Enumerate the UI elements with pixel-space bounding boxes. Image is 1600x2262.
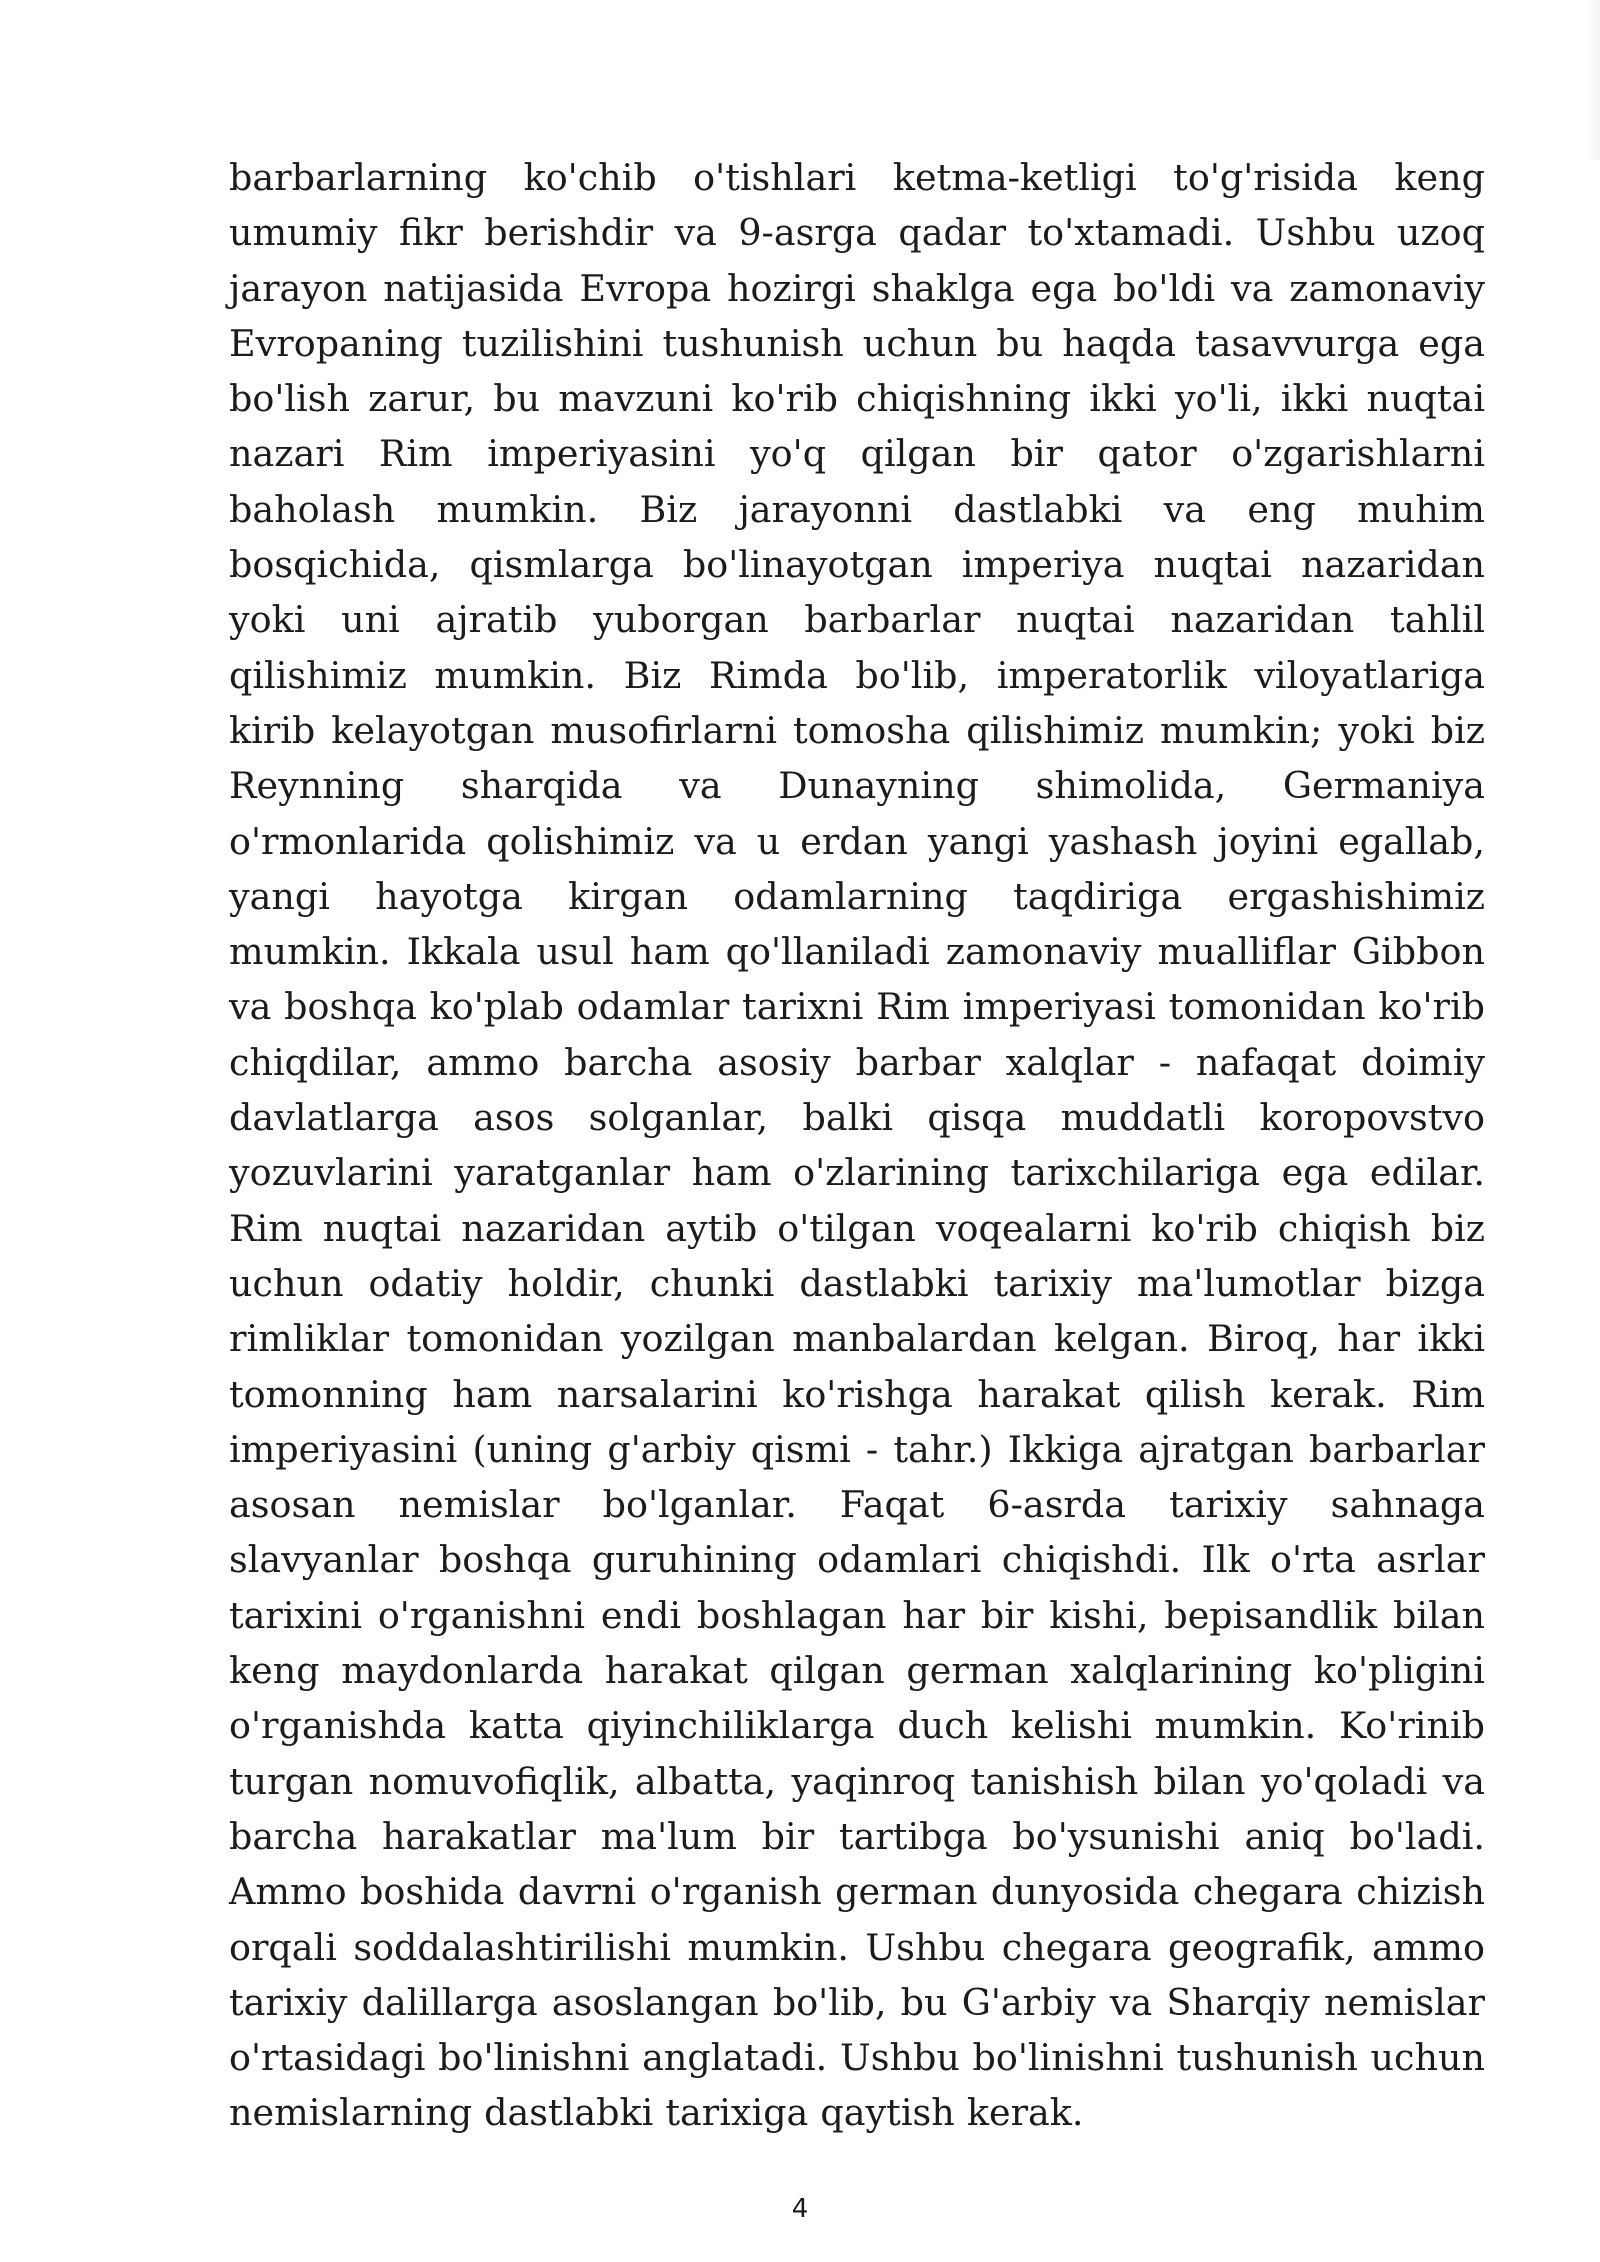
body-paragraph: barbarlarning ko'chib o'tishlari ketma-ketligi to'g'risida keng umumiy fikr berishdir va 9-asrga qadar to'xtamadi. Ushbu uzoq jarayon natijasida Evropa hozirgi shaklga ega bo'ldi va zamonaviy Evropaning tuzilishini tushunish uchun bu haqda tasavvurga ega bo'lish zarur, bu mavzuni ko'rib chiqishning ikki yo'li, ikki nuqtai nazari Rim imperiyasini yo'q qilgan bir qator o'zgarishlarni baholash mumkin. Biz jarayonni dastlabki va eng muhim bosqichida, qismlarga bo'linayotgan imperiya nuqtai nazaridan yoki uni ajratib yuborgan barbarlar nuqtai nazaridan tahlil qilishimiz mumkin. Biz Rimda bo'lib, imperatorlik viloyatlariga kirib kelayotgan musofirlarni tomosha qilishimiz mumkin; yoki biz Reynning sharqida va Dunayning shimolida, Germaniya o'rmonlarida qolishimiz va u erdan yangi yashash joyini egallab, yangi hayotga kirgan odamlarning taqdiriga ergashishimiz mumkin. Ikkala usul ham qo'llaniladi zamonaviy mualliflar Gibbon va boshqa ko'plab odamlar tarixni Rim imperiyasi tomonidan ko'rib chiqdilar, ammo barcha asosiy barbar xalqlar - nafaqat doimiy davlatlarga asos solganlar, balki qisqa muddatli koropovstvo yozuvlarini yaratganlar ham o'zlarining tarixchilariga ega edilar. Rim nuqtai nazaridan aytib o'tilgan voqealarni ko'rib chiqish biz uchun odatiy holdir, chunki dastlabki tarixiy ma'lumotlar bizga rimliklar tomonidan yozilgan manbalardan kelgan. Biroq, har ikki tomonning ham narsalarini ko'rishga harakat qilish kerak. Rim imperiyasini (uning g'arbiy qismi - tahr.) Ikkiga ajratgan barbarlar asosan nemislar bo'lganlar. Faqat 6-asrda tarixiy sahnaga slavyanlar boshqa guruhining odamlari chiqishdi. Ilk o'rta asrlar tarixini o'rganishni endi boshlagan har bir kishi, bepisandlik bilan keng maydonlarda harakat qilgan german xalqlarining ko'pligini o'rganishda katta qiyinchiliklarga duch kelishi mumkin. Ko'rinib turgan nomuvofiqlik, albatta, yaqinroq tanishish bilan yo'qoladi va barcha harakatlar ma'lum bir tartibga bo'ysunishi aniq bo'ladi. Ammo boshida davrni o'rganish german dunyosida chegara chizish orqali soddalashtirilishi mumkin. Ushbu chegara geografik, ammo tarixiy dalillarga asoslangan bo'lib, bu G'arbiy va Sharqiy nemislar o'rtasidagi bo'linishni anglatadi. Ushbu bo'linishni tushunish uchun nemislarning dastlabki tarixiga qaytish kerak. xyxy=(229,156,1485,2135)
page-edge-shadow xyxy=(1586,0,1600,160)
page-number: 4 xyxy=(791,2194,809,2224)
